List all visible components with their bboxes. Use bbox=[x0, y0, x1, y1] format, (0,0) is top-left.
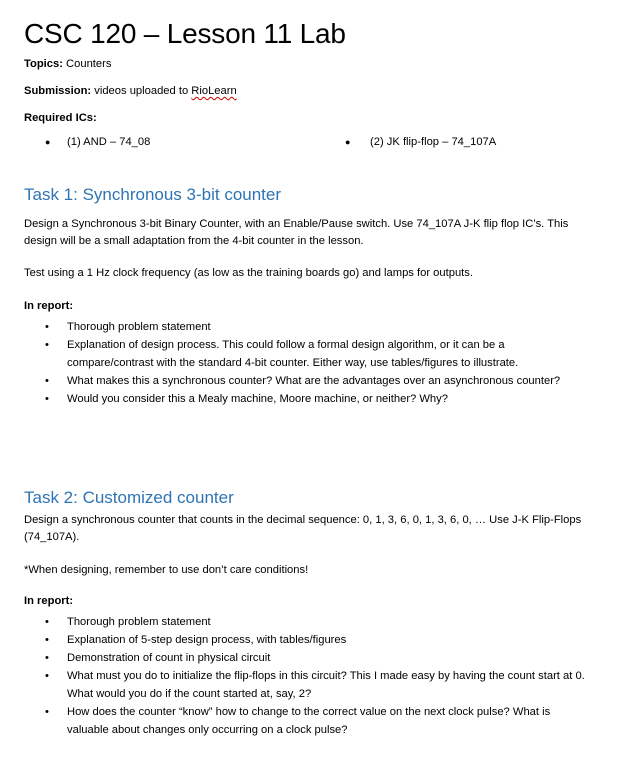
ic-item-jk: (2) JK flip-flop – 74_107A bbox=[370, 136, 497, 148]
topics-label: Topics: bbox=[24, 58, 63, 70]
submission-label: Submission: bbox=[24, 85, 92, 97]
required-ics-list bbox=[0, 136, 622, 154]
required-ics-label: Required ICs: bbox=[24, 112, 97, 124]
task2-description: Design a synchronous counter that counts in the decimal sequence: 0, 1, 3, 6, 0, 1, 3, 6, 0, … Use J-K Flip-Flops (74_107A). bbox=[24, 514, 582, 543]
topics-value: Counters bbox=[62, 58, 112, 70]
list-item: • Thorough problem statement bbox=[24, 318, 594, 336]
task2-report-list bbox=[24, 613, 594, 739]
task1-heading: Task 1: Synchronous 3-bit counter bbox=[24, 185, 282, 204]
submission-line bbox=[24, 83, 237, 99]
list-item: • Explanation of design process. This could follow a formal design algorithm, or it can be a compare/contrast with the standard 4-bit counter. Either way, use tables/figures to illustrate. bbox=[24, 336, 594, 372]
ic-item-and: (1) AND – 74_08 bbox=[67, 136, 151, 148]
list-item: • Explanation of 5-step design process, with tables/figures bbox=[24, 631, 594, 649]
submission-value: videos uploaded to bbox=[91, 85, 192, 97]
list-item: • What makes this a synchronous counter? What are the advantages over an asynchronous counter? bbox=[24, 372, 594, 390]
bullet-icon: ● bbox=[45, 137, 51, 147]
topics-line bbox=[24, 56, 111, 72]
task1-report-label: In report: bbox=[24, 300, 74, 312]
bullet-icon: ● bbox=[345, 137, 351, 147]
list-item: • Thorough problem statement bbox=[24, 613, 594, 631]
task2-report-label: In report: bbox=[24, 595, 74, 607]
riolearn-text: RioLearn bbox=[191, 85, 237, 97]
task1-description: Design a Synchronous 3-bit Binary Counter, with an Enable/Pause switch. Use 74_107A J-K flip flop IC’s. This design will be a small adaptation from the 4-bit counter in the lesson. bbox=[24, 218, 569, 247]
task2-design-note: *When designing, remember to use don’t care conditions! bbox=[24, 564, 309, 576]
list-item: • Demonstration of count in physical circuit bbox=[24, 649, 594, 667]
task1-report-list bbox=[24, 318, 594, 408]
task1-test-note: Test using a 1 Hz clock frequency (as low as the training boards go) and lamps for outputs. bbox=[24, 267, 473, 279]
list-item: • How does the counter “know” how to change to the correct value on the next clock pulse? What is valuable about changes only occurring on a clock pulse? bbox=[24, 703, 594, 739]
task2-heading: Task 2: Customized counter bbox=[24, 488, 234, 507]
list-item: • Would you consider this a Mealy machine, Moore machine, or neither? Why? bbox=[24, 390, 594, 408]
document-title: CSC 120 – Lesson 11 Lab bbox=[24, 18, 346, 49]
list-item: • What must you do to initialize the flip-flops in this circuit? This I made easy by having the count start at 0. What would you do if the count started at, say, 2? bbox=[24, 667, 594, 703]
